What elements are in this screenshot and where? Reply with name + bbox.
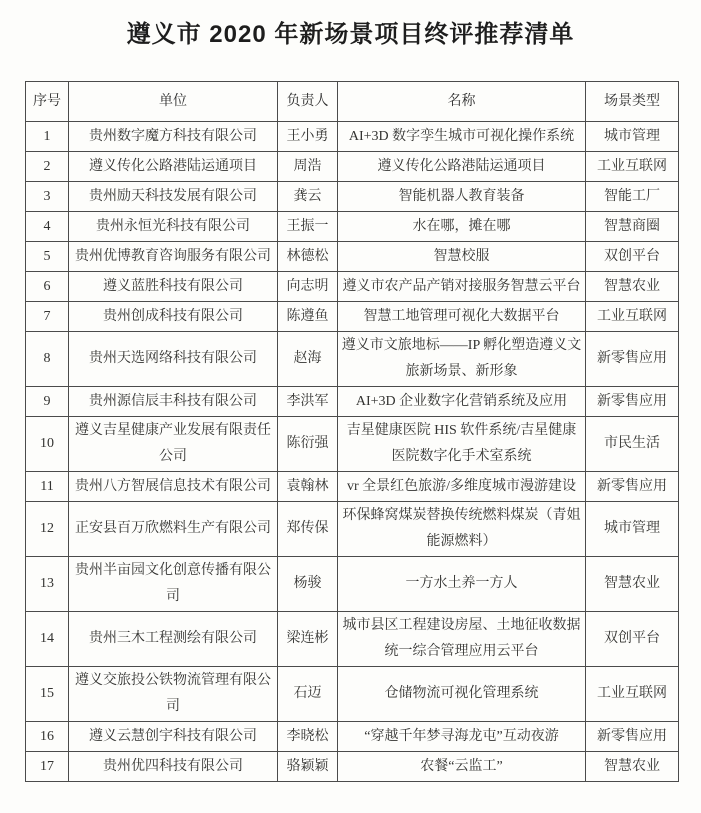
cell-name: 仓储物流可视化管理系统 (338, 667, 586, 722)
cell-type: 双创平台 (586, 612, 679, 667)
cell-no: 12 (26, 502, 69, 557)
cell-no: 4 (26, 212, 69, 242)
cell-unit: 贵州优博教育咨询服务有限公司 (69, 242, 278, 272)
column-header-unit: 单位 (69, 82, 278, 122)
cell-name: 智能机器人教育装备 (338, 182, 586, 212)
cell-type: 城市管理 (586, 502, 679, 557)
cell-no: 15 (26, 667, 69, 722)
table-row (26, 242, 679, 272)
cell-person: 林德松 (278, 242, 338, 272)
cell-name: vr 全景红色旅游/多维度城市漫游建设 (338, 472, 586, 502)
cell-person: 梁连彬 (278, 612, 338, 667)
cell-person: 骆颖颖 (278, 752, 338, 782)
cell-person: 李晓松 (278, 722, 338, 752)
page-title: 遵义市 2020 年新场景项目终评推荐清单 (126, 21, 575, 48)
cell-unit: 贵州永恒光科技有限公司 (69, 212, 278, 242)
cell-name: 吉星健康医院 HIS 软件系统/吉星健康医院数字化手术室系统 (338, 417, 586, 472)
cell-no: 10 (26, 417, 69, 472)
cell-unit: 遵义传化公路港陆运通项目 (69, 152, 278, 182)
cell-no: 16 (26, 722, 69, 752)
table-row (26, 417, 679, 472)
cell-unit: 贵州数字魔方科技有限公司 (69, 122, 278, 152)
table-row (26, 182, 679, 212)
table-row (26, 152, 679, 182)
cell-unit: 遵义蓝胜科技有限公司 (69, 272, 278, 302)
cell-name: 水在哪，摊在哪 (338, 212, 586, 242)
table-row (26, 612, 679, 667)
cell-person: 王振一 (278, 212, 338, 242)
table-row (26, 557, 679, 612)
cell-person: 向志明 (278, 272, 338, 302)
cell-person: 龚云 (278, 182, 338, 212)
cell-unit: 贵州创成科技有限公司 (69, 302, 278, 332)
cell-name: 智慧校服 (338, 242, 586, 272)
cell-unit: 贵州优四科技有限公司 (69, 752, 278, 782)
table-row (26, 122, 679, 152)
cell-person: 杨骏 (278, 557, 338, 612)
cell-name: AI+3D 数字孪生城市可视化操作系统 (338, 122, 586, 152)
cell-type: 城市管理 (586, 122, 679, 152)
cell-unit: 正安县百万欣燃料生产有限公司 (69, 502, 278, 557)
cell-no: 13 (26, 557, 69, 612)
cell-type: 智慧商圈 (586, 212, 679, 242)
cell-unit: 贵州三木工程测绘有限公司 (69, 612, 278, 667)
cell-type: 智慧农业 (586, 272, 679, 302)
cell-name: AI+3D 企业数字化营销系统及应用 (338, 387, 586, 417)
table-body (26, 122, 679, 782)
cell-no: 2 (26, 152, 69, 182)
cell-name: 一方水土养一方人 (338, 557, 586, 612)
cell-no: 1 (26, 122, 69, 152)
column-header-no: 序号 (26, 82, 69, 122)
cell-no: 3 (26, 182, 69, 212)
cell-unit: 遵义交旅投公铁物流管理有限公司 (69, 667, 278, 722)
table-row (26, 387, 679, 417)
cell-name: 智慧工地管理可视化大数据平台 (338, 302, 586, 332)
cell-name: 环保蜂窝煤炭替换传统燃料煤炭（青姐能源燃料） (338, 502, 586, 557)
cell-type: 新零售应用 (586, 472, 679, 502)
cell-name: 遵义市农产品产销对接服务智慧云平台 (338, 272, 586, 302)
cell-unit: 贵州励天科技发展有限公司 (69, 182, 278, 212)
cell-type: 智慧农业 (586, 557, 679, 612)
cell-type: 新零售应用 (586, 332, 679, 387)
table-row (26, 472, 679, 502)
cell-name: 遵义传化公路港陆运通项目 (338, 152, 586, 182)
cell-name: 农餐“云监工” (338, 752, 586, 782)
cell-unit: 贵州天选网络科技有限公司 (69, 332, 278, 387)
cell-type: 智能工厂 (586, 182, 679, 212)
table-row (26, 667, 679, 722)
table-row (26, 502, 679, 557)
cell-unit: 贵州八方智展信息技术有限公司 (69, 472, 278, 502)
cell-type: 智慧农业 (586, 752, 679, 782)
header-row (26, 82, 679, 122)
cell-type: 双创平台 (586, 242, 679, 272)
cell-unit: 遵义吉星健康产业发展有限责任公司 (69, 417, 278, 472)
recommendation-table (25, 81, 679, 782)
table-row (26, 332, 679, 387)
cell-type: 新零售应用 (586, 387, 679, 417)
table-row (26, 302, 679, 332)
table-row (26, 722, 679, 752)
cell-type: 工业互联网 (586, 667, 679, 722)
cell-unit: 贵州源信辰丰科技有限公司 (69, 387, 278, 417)
cell-person: 李洪军 (278, 387, 338, 417)
cell-name: 遵义市文旅地标——IP 孵化塑造遵义文旅新场景、新形象 (338, 332, 586, 387)
cell-name: “穿越千年梦寻海龙屯”互动夜游 (338, 722, 586, 752)
cell-no: 14 (26, 612, 69, 667)
cell-person: 袁翰林 (278, 472, 338, 502)
column-header-person: 负责人 (278, 82, 338, 122)
cell-no: 6 (26, 272, 69, 302)
cell-no: 9 (26, 387, 69, 417)
cell-type: 工业互联网 (586, 302, 679, 332)
cell-no: 5 (26, 242, 69, 272)
cell-no: 7 (26, 302, 69, 332)
cell-person: 周浩 (278, 152, 338, 182)
cell-no: 11 (26, 472, 69, 502)
column-header-name: 名称 (338, 82, 586, 122)
cell-person: 石迈 (278, 667, 338, 722)
cell-person: 陈遵鱼 (278, 302, 338, 332)
table-row (26, 212, 679, 242)
cell-name: 城市县区工程建设房屋、土地征收数据统一综合管理应用云平台 (338, 612, 586, 667)
cell-type: 工业互联网 (586, 152, 679, 182)
cell-person: 郑传保 (278, 502, 338, 557)
cell-type: 市民生活 (586, 417, 679, 472)
cell-person: 陈衍强 (278, 417, 338, 472)
cell-no: 17 (26, 752, 69, 782)
cell-person: 赵海 (278, 332, 338, 387)
cell-unit: 贵州半亩园文化创意传播有限公司 (69, 557, 278, 612)
table-header (26, 82, 679, 122)
cell-unit: 遵义云慧创宇科技有限公司 (69, 722, 278, 752)
column-header-type: 场景类型 (586, 82, 679, 122)
cell-person: 王小勇 (278, 122, 338, 152)
table-row (26, 272, 679, 302)
cell-type: 新零售应用 (586, 722, 679, 752)
table-row (26, 752, 679, 782)
cell-no: 8 (26, 332, 69, 387)
